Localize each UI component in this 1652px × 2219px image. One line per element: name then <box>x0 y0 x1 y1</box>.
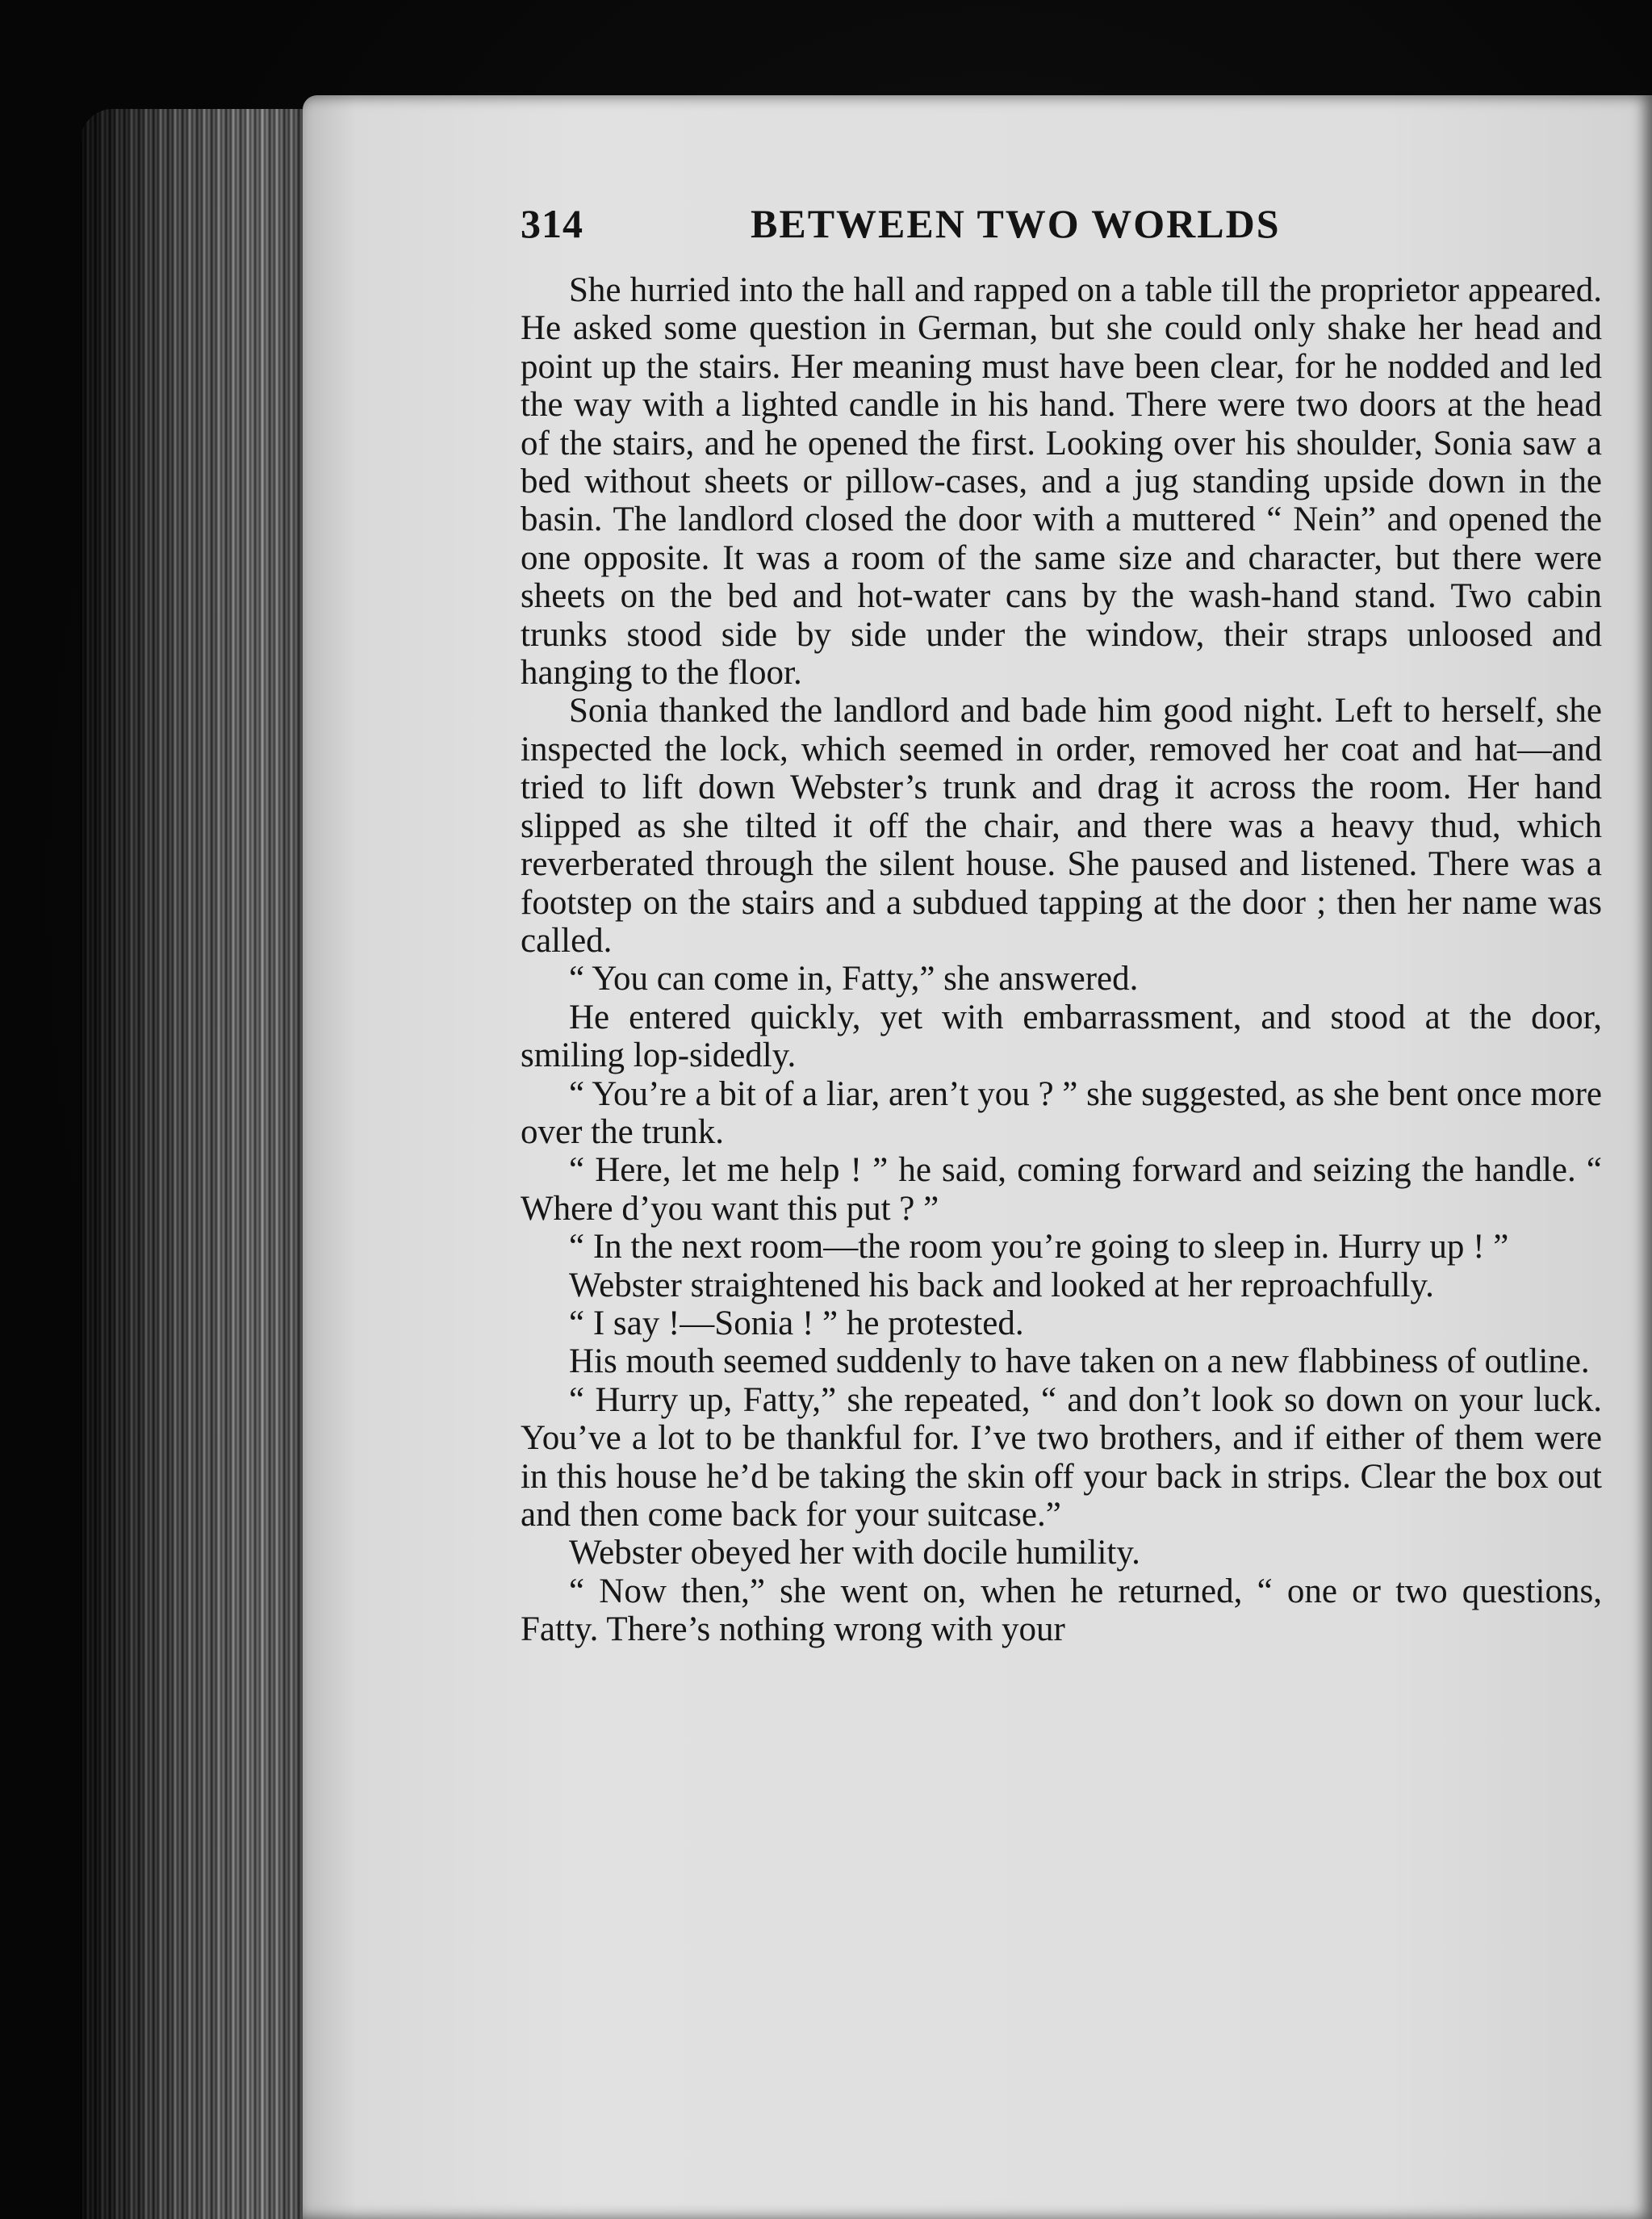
book-page <box>303 95 1652 2219</box>
paragraph: “ Here, let me help ! ” he said, coming forward and seizing the handle. “ Where d’you want this put ? ” <box>521 1151 1602 1228</box>
paragraph: “ I say !—Sonia ! ” he protested. <box>569 1304 1024 1342</box>
paragraph: He entered quickly, yet with embarrassment, and stood at the door, smiling lop-sidedly. <box>521 998 1602 1075</box>
page-header <box>521 200 1650 273</box>
paragraph: “ Hurry up, Fatty,” she repeated, “ and don’t look so down on your luck. You’ve a lot to be thankful for. I’ve two brothers, and if either of them were in this house he’d be taking the skin off your back in strips. Clear the box out and then come back for your suitcase.” <box>521 1380 1602 1534</box>
paragraph: His mouth seemed suddenly to have taken on a new flabbiness of outline. <box>569 1342 1590 1381</box>
paragraph: “ In the next room—the room you’re going to sleep in. Hurry up ! ” <box>569 1228 1509 1267</box>
paragraph: Sonia thanked the landlord and bade him good night. Left to herself, she inspected the lock, which seemed in order, removed her coat and hat—and tried to lift down Webster’s trunk and drag it across the room. Her hand slipped as she tilted it off the chair, and there was a heavy thud, which reverberated through the silent house. She paused and listened. There was a footstep on the stairs and a subdued tapping at the door ; then her name was called. <box>521 692 1602 960</box>
body-text <box>521 271 1602 1649</box>
paragraph: She hurried into the hall and rapped on a table till the proprietor appeared. He asked some question in German, but she could only shake her head and point up the stairs. Her meaning must have been clear, for he nodded and led the way with a lighted candle in his hand. There were two doors at the head of the stairs, and he opened the first. Looking over his shoulder, Sonia saw a bed without sheets or pillow-cases, and a jug standing upside down in the basin. The landlord closed the door with a muttered “ Nein” and opened the one opposite. It was a room of the same size and character, but there were sheets on the bed and hot-water cans by the wash-hand stand. Two cabin trunks stood side by side under the window, their straps unloosed and hanging to the floor. <box>521 271 1602 693</box>
running-head: BETWEEN TWO WORLDS <box>751 201 1281 246</box>
paragraph: Webster obeyed her with docile humility. <box>569 1534 1140 1572</box>
paragraph: “ You’re a bit of a liar, aren’t you ? ” she suggested, as she bent once more over the trunk. <box>521 1074 1602 1151</box>
paragraph: Webster straightened his back and looked at her reproachfully. <box>569 1266 1434 1304</box>
paragraph: “ You can come in, Fatty,” she answered. <box>569 960 1139 999</box>
book-fore-edge <box>81 109 323 2219</box>
paragraph: “ Now then,” she went on, when he returned, “ one or two questions, Fatty. There’s nothing wrong with your <box>521 1572 1602 1649</box>
page-number: 314 <box>521 201 583 246</box>
